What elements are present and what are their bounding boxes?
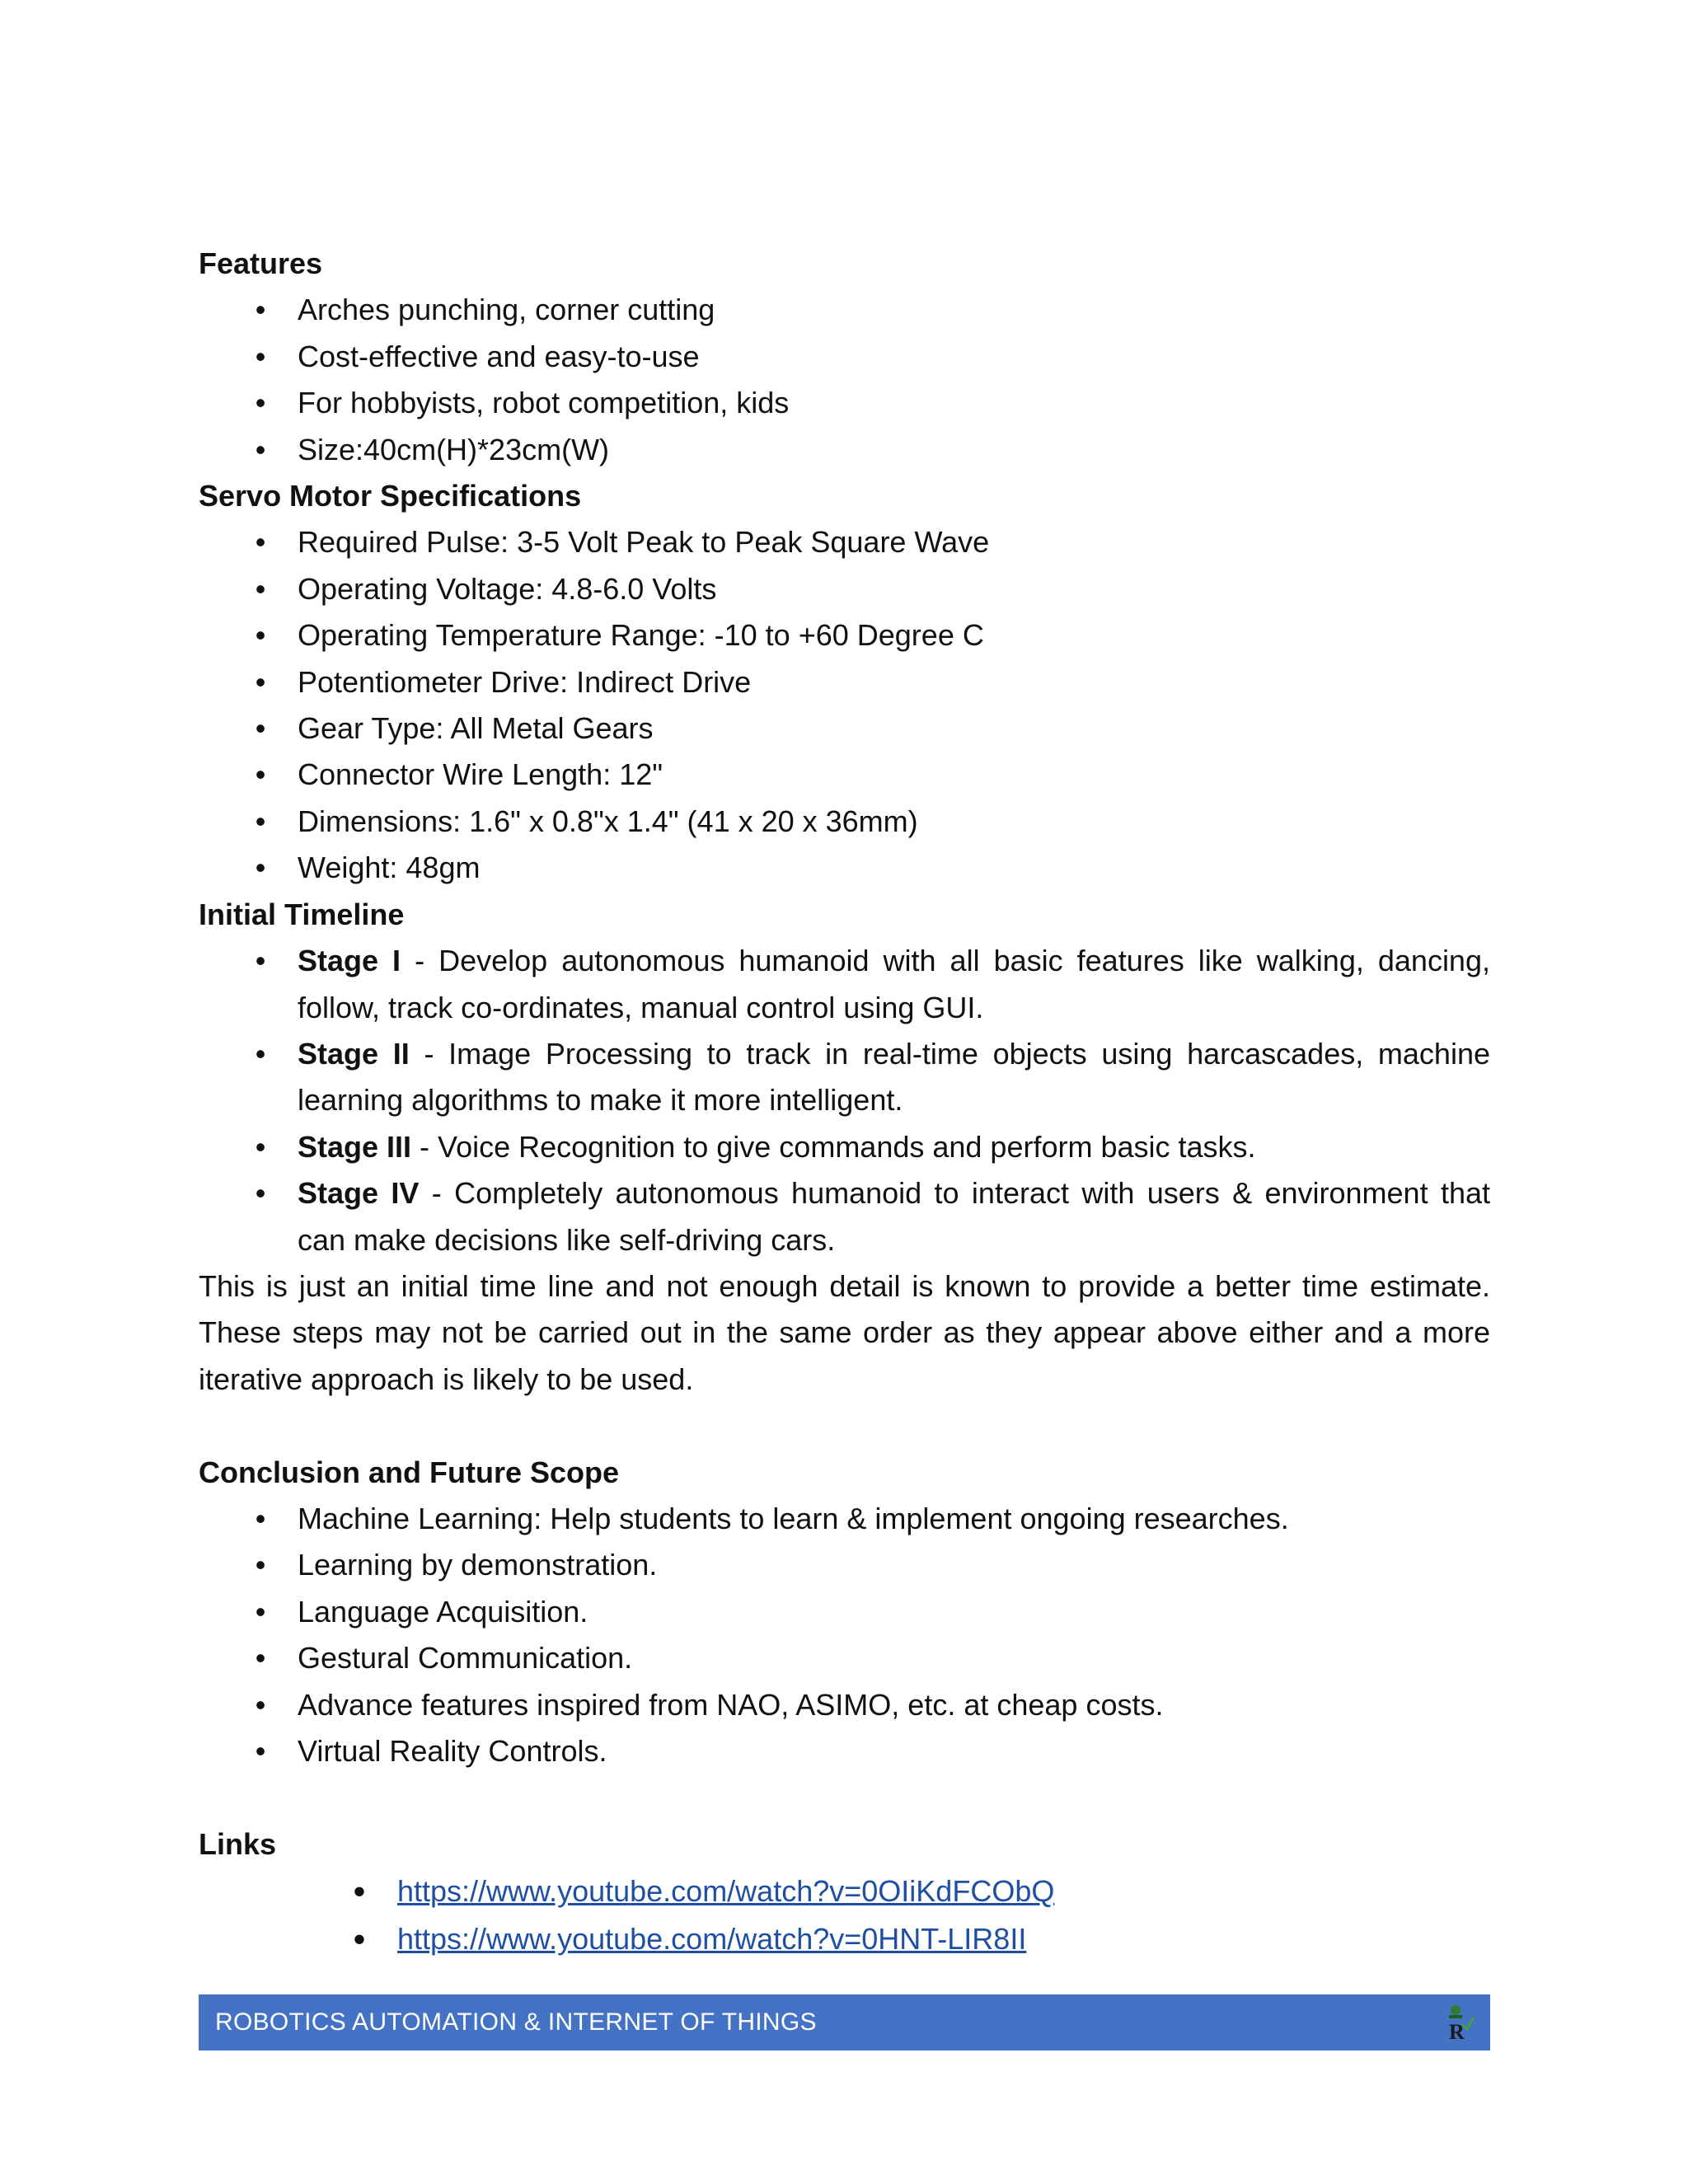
bullet-icon: • xyxy=(255,757,266,792)
list-item: • Size:40cm(H)*23cm(W) xyxy=(199,427,1490,473)
stage-text: - Completely autonomous humanoid to interact with users & environment that can make decisions like self-driving cars. xyxy=(298,1176,1490,1257)
conclusion-heading: Conclusion and Future Scope xyxy=(199,1455,620,1489)
bullet-icon: • xyxy=(255,1687,266,1722)
list-item: • Arches punching, corner cutting xyxy=(199,287,1490,333)
list-item: • Learning by demonstration. xyxy=(199,1542,1490,1588)
list-item: • Potentiometer Drive: Indirect Drive xyxy=(199,659,1490,705)
list-item: • Weight: 48gm xyxy=(199,845,1490,891)
svg-text:R: R xyxy=(1449,2020,1465,2042)
timeline-stage-item xyxy=(199,1170,1490,1263)
conclusion-list xyxy=(199,1496,1490,1774)
link-item xyxy=(199,1915,1490,1963)
bullet-icon: • xyxy=(255,1036,266,1071)
stage-label: Stage I xyxy=(298,944,401,978)
bullet-icon: • xyxy=(255,1501,266,1535)
servo-spec-list xyxy=(199,519,1490,891)
bullet-icon: • xyxy=(353,1919,366,1959)
bullet-icon: • xyxy=(255,618,266,653)
bullet-icon: • xyxy=(255,1548,266,1582)
bullet-icon: • xyxy=(255,664,266,699)
timeline-stage-item xyxy=(199,1124,1490,1170)
bullet-icon: • xyxy=(255,1641,266,1675)
footer-text: ROBOTICS AUTOMATION & INTERNET OF THINGS xyxy=(215,2008,817,2036)
list-item: • Gestural Communication. xyxy=(199,1635,1490,1681)
stage-label: Stage II xyxy=(298,1036,410,1071)
bullet-icon: • xyxy=(255,293,266,327)
youtube-link-2[interactable]: https://www.youtube.com/watch?v=0HNT-LIR8II xyxy=(397,1922,1027,1957)
timeline-note: This is just an initial time line and not enough detail is known to provide a better time estimate. These steps may not be carried out in the same order as they appear above either and a more iterative approach is likely to be used. xyxy=(199,1268,1490,1396)
document-content xyxy=(199,241,1490,1963)
links-list xyxy=(199,1868,1490,1963)
footer-bar xyxy=(199,1994,1490,2050)
bullet-icon: • xyxy=(255,944,266,978)
bullet-icon: • xyxy=(255,804,266,838)
list-item: • For hobbyists, robot competition, kids xyxy=(199,380,1490,426)
bullet-icon: • xyxy=(255,1594,266,1629)
features-list xyxy=(199,287,1490,473)
features-heading: Features xyxy=(199,246,323,280)
bullet-icon: • xyxy=(255,432,266,466)
stage-label: Stage III xyxy=(298,1129,412,1164)
bullet-icon: • xyxy=(353,1872,366,1911)
list-item: • Language Acquisition. xyxy=(199,1589,1490,1635)
blank-line xyxy=(199,1774,1490,1821)
bullet-icon: • xyxy=(255,1176,266,1211)
youtube-link-1[interactable]: https://www.youtube.com/watch?v=0OIiKdFCObQ xyxy=(397,1874,1055,1909)
bullet-icon: • xyxy=(255,851,266,885)
timeline-stage-item xyxy=(199,938,1490,1031)
links-heading: Links xyxy=(199,1826,277,1861)
stage-label: Stage IV xyxy=(298,1176,420,1211)
bullet-icon: • xyxy=(255,1733,266,1768)
servo-heading: Servo Motor Specifications xyxy=(199,479,582,513)
list-item: • Advance features inspired from NAO, ASIMO, etc. at cheap costs. xyxy=(199,1682,1490,1728)
stage-text: - Voice Recognition to give commands and perform basic tasks. xyxy=(411,1129,1256,1164)
stage-text: - Develop autonomous humanoid with all basic features like walking, dancing, follow, track co-ordinates, manual control using GUI. xyxy=(298,944,1490,1024)
list-item: • Connector Wire Length: 12" xyxy=(199,752,1490,798)
list-item: • Required Pulse: 3-5 Volt Peak to Peak Square Wave xyxy=(199,519,1490,565)
list-item: • Cost-effective and easy-to-use xyxy=(199,334,1490,380)
timeline-stage-item xyxy=(199,1031,1490,1124)
list-item: • Machine Learning: Help students to learn & implement ongoing researches. xyxy=(199,1496,1490,1542)
blank-line xyxy=(199,1403,1490,1449)
list-item: • Operating Temperature Range: -10 to +60 Degree C xyxy=(199,612,1490,658)
link-item xyxy=(199,1868,1490,1915)
document-page xyxy=(199,0,1490,2184)
list-item: • Virtual Reality Controls. xyxy=(199,1728,1490,1774)
bullet-icon: • xyxy=(255,339,266,373)
bullet-icon: • xyxy=(255,571,266,606)
timeline-list xyxy=(199,938,1490,1263)
bullet-icon: • xyxy=(255,711,266,746)
stage-text: - Image Processing to track in real-time objects using harcascades, machine learning algorithms to make it more intelligent. xyxy=(298,1036,1490,1118)
bullet-icon: • xyxy=(255,386,266,420)
bullet-icon: • xyxy=(255,1129,266,1164)
robot-logo-icon xyxy=(1437,2003,1475,2042)
list-item: • Operating Voltage: 4.8-6.0 Volts xyxy=(199,566,1490,612)
list-item: • Gear Type: All Metal Gears xyxy=(199,705,1490,752)
bullet-icon: • xyxy=(255,525,266,560)
timeline-heading: Initial Timeline xyxy=(199,897,405,931)
list-item: • Dimensions: 1.6" x 0.8"x 1.4" (41 x 20 x 36mm) xyxy=(199,799,1490,845)
